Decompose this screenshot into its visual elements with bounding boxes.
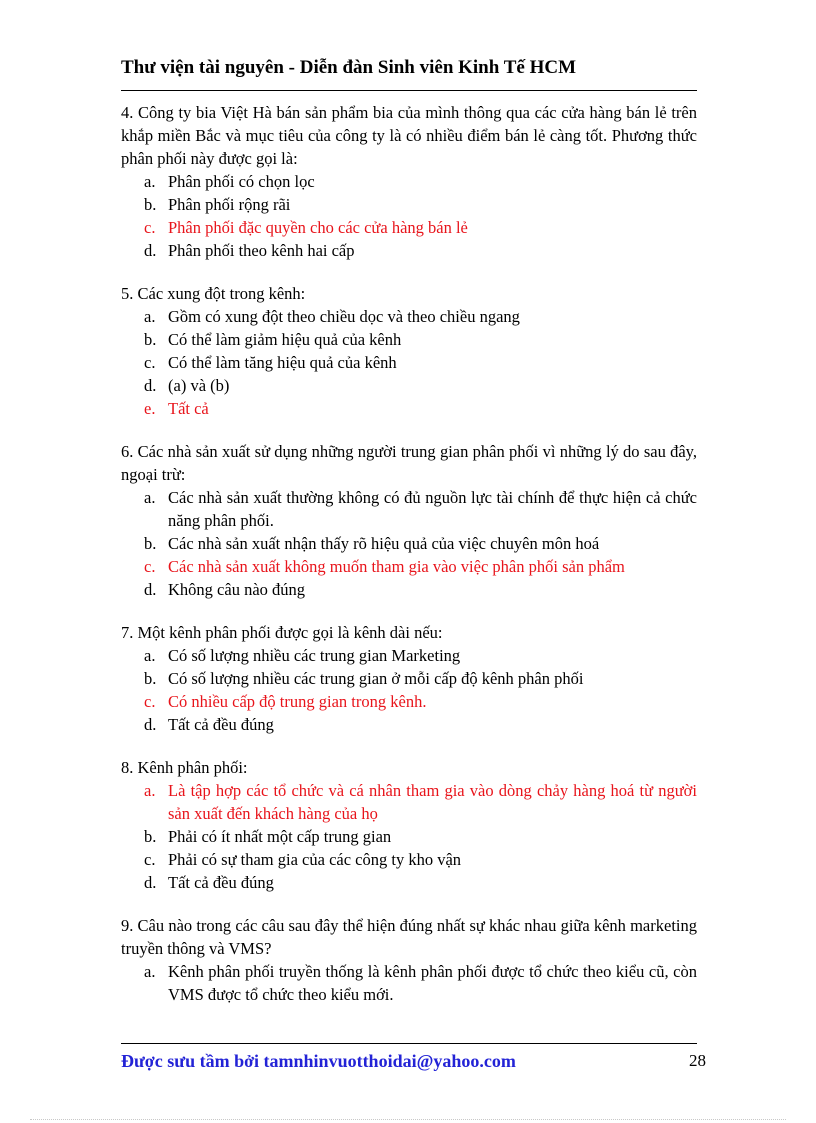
option-text: Có thể làm tăng hiệu quả của kênh (168, 353, 397, 372)
option-text: Phải có sự tham gia của các công ty kho vận (168, 850, 462, 869)
option-letter: a. (144, 488, 156, 507)
option-letter: d. (144, 873, 157, 892)
question-5 (121, 282, 697, 420)
option-item (121, 486, 697, 532)
option-text: Có số lượng nhiều các trung gian ở mỗi cấp độ kênh phân phối (168, 669, 584, 688)
option-text: Là tập hợp các tổ chức và cá nhân tham gia vào dòng chảy hàng hoá từ người sản xuất đến khách hàng của họ (168, 781, 697, 823)
option-text: Tất cả đều đúng (168, 715, 274, 734)
question-list (121, 101, 697, 1026)
option-text: Các nhà sản xuất không muốn tham gia vào việc phân phối sản phẩm (168, 557, 625, 576)
option-letter: d. (144, 376, 157, 395)
option-item (121, 351, 697, 374)
option-list (121, 644, 697, 736)
page-bottom-edge (30, 1119, 786, 1120)
option-item (121, 328, 697, 351)
option-list (121, 305, 697, 420)
option-text: Có thể làm giảm hiệu quả của kênh (168, 330, 402, 349)
option-letter: c. (144, 692, 156, 711)
question-text: 4. Công ty bia Việt Hà bán sản phẩm bia của mình thông qua các cửa hàng bán lẻ trên khắp miền Bắc và mục tiêu của công ty là có nhiều điểm bán lẻ càng tốt. Phương thức phân phối này được gọi là: (121, 103, 697, 168)
option-text: Phân phối theo kênh hai cấp (168, 241, 355, 260)
option-letter: e. (144, 399, 156, 418)
option-letter: a. (144, 307, 156, 326)
question-text: 5. Các xung đột trong kênh: (121, 284, 306, 303)
option-text: Phải có ít nhất một cấp trung gian (168, 827, 392, 846)
page-number: 28 (689, 1051, 706, 1070)
option-letter: b. (144, 827, 157, 846)
option-item (121, 825, 697, 848)
question-text: 9. Câu nào trong các câu sau đây thể hiện đúng nhất sự khác nhau giữa kênh marketing truyền thông và VMS? (121, 916, 697, 958)
option-letter: d. (144, 241, 157, 260)
option-item (121, 374, 697, 397)
page-header-title: Thư viện tài nguyên - Diễn đàn Sinh viên Kinh Tế HCM (121, 57, 577, 78)
option-text: Có số lượng nhiều các trung gian Marketing (168, 646, 461, 665)
option-item-correct (121, 397, 697, 420)
option-item (121, 667, 697, 690)
option-item-correct (121, 555, 697, 578)
option-text: Phân phối đặc quyền cho các cửa hàng bán lẻ (168, 218, 468, 237)
option-text: Các nhà sản xuất thường không có đủ nguồn lực tài chính để thực hiện cả chức năng phân phối. (168, 488, 697, 530)
question-text: 7. Một kênh phân phối được gọi là kênh dài nếu: (121, 623, 443, 642)
option-letter: c. (144, 557, 156, 576)
option-list (121, 170, 697, 262)
option-letter: b. (144, 195, 157, 214)
question-9 (121, 914, 697, 1006)
option-item (121, 305, 697, 328)
option-item-correct (121, 216, 697, 239)
option-text: Kênh phân phối truyền thống là kênh phân phối được tổ chức theo kiểu cũ, còn VMS được tổ chức theo kiểu mới. (168, 962, 697, 1004)
option-letter: a. (144, 962, 156, 981)
option-letter: c. (144, 218, 156, 237)
option-item (121, 170, 697, 193)
option-item (121, 960, 697, 1006)
question-text: 6. Các nhà sản xuất sử dụng những người trung gian phân phối vì những lý do sau đây, ngoại trừ: (121, 442, 697, 484)
option-text: Không câu nào đúng (168, 580, 306, 599)
option-list (121, 486, 697, 601)
option-letter: b. (144, 534, 157, 553)
question-text: 8. Kênh phân phối: (121, 758, 248, 777)
header-divider (121, 90, 697, 91)
option-item (121, 848, 697, 871)
option-letter: c. (144, 353, 156, 372)
option-item-correct (121, 779, 697, 825)
option-text: Phân phối rộng rãi (168, 195, 291, 214)
question-4 (121, 101, 697, 262)
question-7 (121, 621, 697, 736)
question-6 (121, 440, 697, 601)
footer-divider (121, 1043, 697, 1044)
question-8 (121, 756, 697, 894)
option-item (121, 871, 697, 894)
footer-credit: Được sưu tầm bởi tamnhinvuotthoidai@yahoo.com (121, 1051, 516, 1071)
option-item (121, 578, 697, 601)
option-item (121, 713, 697, 736)
option-text: Phân phối có chọn lọc (168, 172, 315, 191)
option-list (121, 779, 697, 894)
option-text: (a) và (b) (168, 376, 230, 395)
option-letter: d. (144, 715, 157, 734)
option-letter: b. (144, 330, 157, 349)
option-letter: d. (144, 580, 157, 599)
option-text: Tất cả (168, 399, 209, 418)
option-text: Có nhiều cấp độ trung gian trong kênh. (168, 692, 427, 711)
option-text: Tất cả đều đúng (168, 873, 274, 892)
option-letter: c. (144, 850, 156, 869)
option-item (121, 239, 697, 262)
option-letter: b. (144, 669, 157, 688)
option-letter: a. (144, 781, 156, 800)
option-item (121, 532, 697, 555)
option-text: Gồm có xung đột theo chiều dọc và theo chiều ngang (168, 307, 520, 326)
option-letter: a. (144, 172, 156, 191)
option-item-correct (121, 690, 697, 713)
option-text: Các nhà sản xuất nhận thấy rõ hiệu quả của việc chuyên môn hoá (168, 534, 600, 553)
option-letter: a. (144, 646, 156, 665)
option-item (121, 193, 697, 216)
option-item (121, 644, 697, 667)
option-list (121, 960, 697, 1006)
